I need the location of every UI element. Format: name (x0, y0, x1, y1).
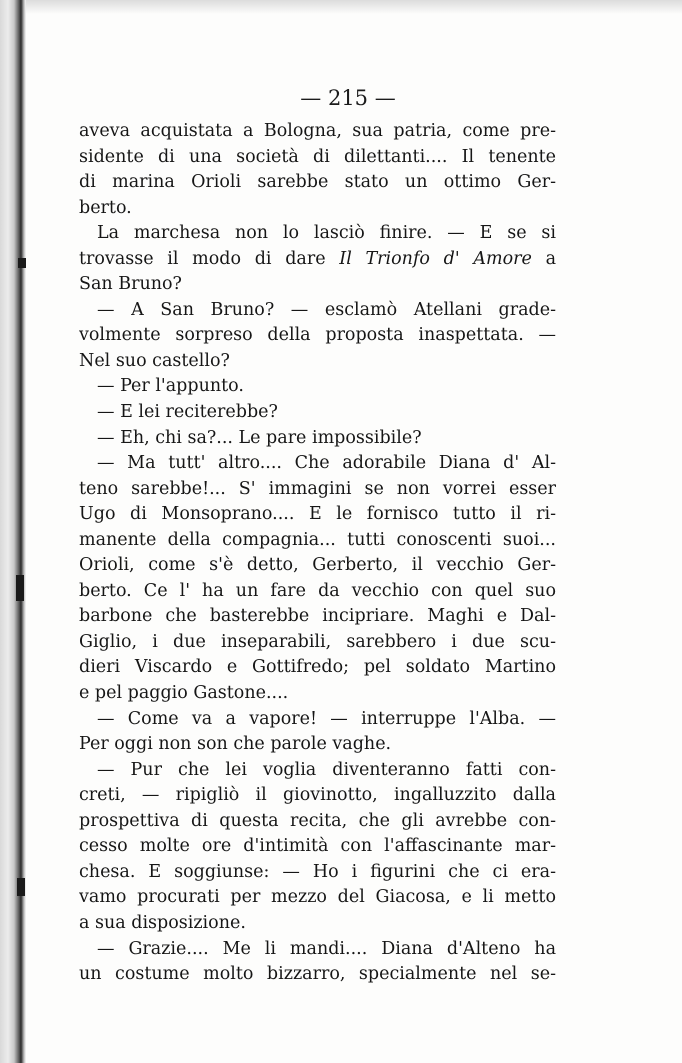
text-line: di marina Orioli sarebbe stato un ottimo Ger- (79, 172, 556, 193)
spine-mark (16, 575, 24, 601)
text-line: e pel paggio Gastone.... (79, 683, 289, 704)
text-line: volmente sorpreso della proposta inaspettata. — (79, 325, 556, 346)
text-line: — A San Bruno? — esclamò Atellani grade- (97, 299, 556, 320)
text-line: berto. (79, 197, 132, 218)
text-line: San Bruno? (79, 274, 182, 295)
text-line: — Come va a vapore! — interruppe l'Alba. — (97, 708, 556, 729)
book-spine-shadow (0, 0, 26, 1063)
text-line: aveva acquistata a Bologna, sua patria, come pre- (79, 121, 556, 141)
text-line: berto. Ce l' ha un fare da vecchio con quel suo (79, 580, 556, 601)
spine-mark (17, 878, 25, 896)
text-line: manente della compagnia... tutti conoscenti suoi... (79, 529, 556, 550)
spine-mark (18, 258, 26, 268)
text-line: sidente di una società di dilettanti.... Il tenente (79, 146, 556, 167)
title-italic: Il Trionfo d' Amore (339, 248, 532, 269)
text-line: dieri Viscardo e Gottifredo; pel soldato Martino (79, 657, 556, 678)
text-line: Giglio, i due inseparabili, sarebbero i due scu- (79, 631, 556, 652)
text-line: Orioli, come s'è detto, Gerberto, il vecchio Ger- (79, 555, 556, 576)
text-line: vamo procurati per mezzo del Giacosa, e li metto (79, 887, 556, 908)
text-line: — Ma tutt' altro.... Che adorabile Diana d' Al- (97, 453, 556, 474)
text-line: — Pur che lei voglia diventeranno fatti con- (97, 759, 556, 780)
text-line: creti, — ripigliò il giovinotto, ingalluzzito dalla (79, 785, 556, 806)
text-line: — Grazie.... Me li mandi.... Diana d'Alteno ha (97, 938, 556, 959)
text-line: Nel suo castello? (79, 350, 230, 371)
text-line: chesa. E soggiunse: — Ho i figurini che ci era- (79, 861, 556, 882)
text-line: — E lei reciterebbe? (97, 402, 278, 423)
text-line: Per oggi non son che parole vaghe. (79, 734, 392, 755)
text-line: trovasse il modo di dare Il Trionfo d' Amore a (79, 248, 556, 269)
page-number: — 215 — (300, 86, 396, 110)
text-line: barbone che basterebbe incipriare. Maghi e Dal- (79, 606, 556, 627)
text-line: — Per l'appunto. (97, 376, 244, 397)
body-text (79, 119, 556, 988)
text-line: a sua disposizione. (79, 912, 246, 933)
text-line: un costume molto bizzarro, specialmente nel se- (79, 964, 556, 985)
text-line: cesso molte ore d'intimità con l'affascinante mar- (79, 836, 556, 857)
text-line: teno sarebbe!... S' immagini se non vorrei esser (79, 478, 556, 499)
text-line: prospettiva di questa recita, che gli avrebbe con- (79, 810, 556, 831)
text-line: La marchesa non lo lasciò finire. — E se si (97, 223, 556, 244)
top-edge-shadow (26, 0, 682, 14)
text-line: — Eh, chi sa?... Le pare impossibile? (97, 427, 422, 448)
text-line: Ugo di Monsoprano.... E le fornisco tutto il ri- (79, 504, 556, 525)
